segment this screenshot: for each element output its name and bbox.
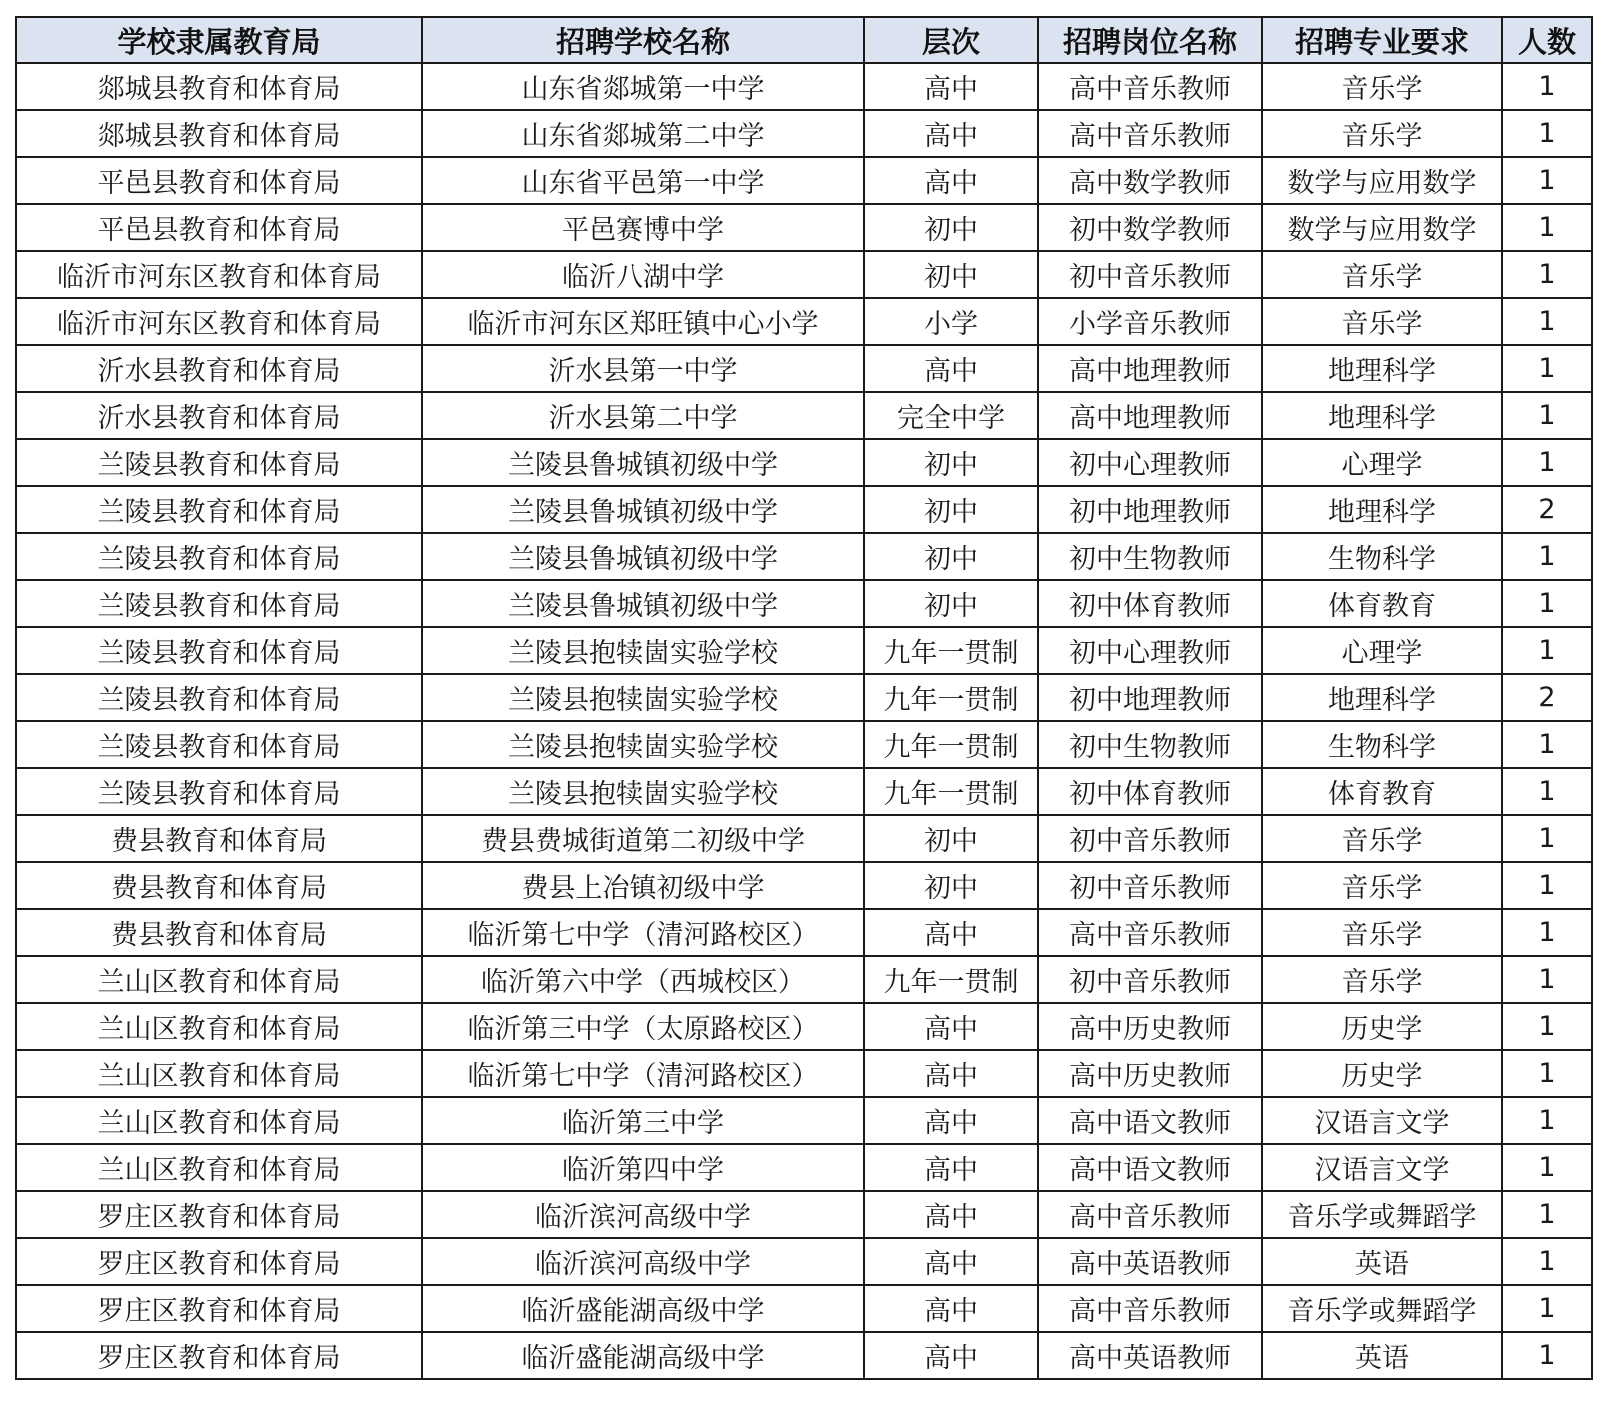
cell-count: 2 xyxy=(1502,486,1592,533)
table-row xyxy=(16,392,1592,439)
cell-level: 初中 xyxy=(864,862,1038,909)
cell-level: 初中 xyxy=(864,815,1038,862)
cell-major: 数学与应用数学 xyxy=(1262,204,1502,251)
table-row xyxy=(16,63,1592,110)
cell-count: 1 xyxy=(1502,909,1592,956)
cell-level: 九年一贯制 xyxy=(864,768,1038,815)
cell-school-name: 临沂滨河高级中学 xyxy=(422,1238,864,1285)
cell-major: 音乐学 xyxy=(1262,909,1502,956)
cell-major: 体育教育 xyxy=(1262,768,1502,815)
cell-position: 高中语文教师 xyxy=(1038,1097,1262,1144)
table-body xyxy=(16,63,1592,1379)
cell-bureau: 费县教育和体育局 xyxy=(16,909,422,956)
table-row xyxy=(16,674,1592,721)
cell-level: 初中 xyxy=(864,439,1038,486)
table-row xyxy=(16,1332,1592,1379)
table-row xyxy=(16,815,1592,862)
cell-school-name: 兰陵县抱犊崮实验学校 xyxy=(422,627,864,674)
cell-level: 高中 xyxy=(864,345,1038,392)
cell-major: 汉语言文学 xyxy=(1262,1144,1502,1191)
cell-level: 初中 xyxy=(864,486,1038,533)
cell-level: 高中 xyxy=(864,63,1038,110)
cell-level: 九年一贯制 xyxy=(864,956,1038,1003)
table-row xyxy=(16,627,1592,674)
cell-level: 初中 xyxy=(864,533,1038,580)
recruitment-table xyxy=(15,16,1593,1380)
table-header xyxy=(16,17,1592,63)
cell-level: 高中 xyxy=(864,1144,1038,1191)
cell-level: 高中 xyxy=(864,1050,1038,1097)
cell-bureau: 费县教育和体育局 xyxy=(16,815,422,862)
table-row xyxy=(16,721,1592,768)
cell-bureau: 兰陵县教育和体育局 xyxy=(16,768,422,815)
cell-major: 音乐学 xyxy=(1262,110,1502,157)
cell-school-name: 临沂第三中学（太原路校区） xyxy=(422,1003,864,1050)
cell-position: 初中生物教师 xyxy=(1038,533,1262,580)
table-row xyxy=(16,204,1592,251)
header-count: 人数 xyxy=(1502,17,1592,63)
cell-position: 高中音乐教师 xyxy=(1038,63,1262,110)
table-row xyxy=(16,1191,1592,1238)
cell-school-name: 兰陵县抱犊崮实验学校 xyxy=(422,674,864,721)
cell-position: 初中音乐教师 xyxy=(1038,956,1262,1003)
cell-count: 1 xyxy=(1502,1332,1592,1379)
table-row xyxy=(16,862,1592,909)
cell-major: 心理学 xyxy=(1262,627,1502,674)
cell-school-name: 临沂盛能湖高级中学 xyxy=(422,1332,864,1379)
cell-school-name: 临沂滨河高级中学 xyxy=(422,1191,864,1238)
cell-major: 汉语言文学 xyxy=(1262,1097,1502,1144)
cell-count: 1 xyxy=(1502,721,1592,768)
cell-position: 初中地理教师 xyxy=(1038,486,1262,533)
cell-major: 音乐学 xyxy=(1262,251,1502,298)
table-row xyxy=(16,768,1592,815)
cell-position: 高中英语教师 xyxy=(1038,1332,1262,1379)
cell-school-name: 临沂盛能湖高级中学 xyxy=(422,1285,864,1332)
cell-position: 初中数学教师 xyxy=(1038,204,1262,251)
cell-count: 1 xyxy=(1502,204,1592,251)
cell-bureau: 兰山区教育和体育局 xyxy=(16,1003,422,1050)
cell-position: 高中英语教师 xyxy=(1038,1238,1262,1285)
cell-school-name: 兰陵县鲁城镇初级中学 xyxy=(422,580,864,627)
cell-level: 初中 xyxy=(864,580,1038,627)
table-row xyxy=(16,909,1592,956)
cell-count: 1 xyxy=(1502,345,1592,392)
cell-school-name: 沂水县第一中学 xyxy=(422,345,864,392)
table-row xyxy=(16,1238,1592,1285)
cell-school-name: 兰陵县抱犊崮实验学校 xyxy=(422,768,864,815)
cell-school-name: 临沂第七中学（清河路校区） xyxy=(422,909,864,956)
cell-position: 初中体育教师 xyxy=(1038,580,1262,627)
cell-bureau: 临沂市河东区教育和体育局 xyxy=(16,251,422,298)
cell-position: 高中音乐教师 xyxy=(1038,1285,1262,1332)
cell-level: 初中 xyxy=(864,251,1038,298)
cell-school-name: 平邑赛博中学 xyxy=(422,204,864,251)
cell-major: 地理科学 xyxy=(1262,392,1502,439)
cell-position: 小学音乐教师 xyxy=(1038,298,1262,345)
cell-bureau: 平邑县教育和体育局 xyxy=(16,204,422,251)
cell-bureau: 兰陵县教育和体育局 xyxy=(16,533,422,580)
header-row xyxy=(16,17,1592,63)
table-row xyxy=(16,580,1592,627)
cell-count: 1 xyxy=(1502,768,1592,815)
table-row xyxy=(16,1285,1592,1332)
table-row xyxy=(16,298,1592,345)
cell-count: 1 xyxy=(1502,251,1592,298)
cell-position: 高中音乐教师 xyxy=(1038,1191,1262,1238)
header-major: 招聘专业要求 xyxy=(1262,17,1502,63)
cell-bureau: 兰陵县教育和体育局 xyxy=(16,580,422,627)
cell-level: 完全中学 xyxy=(864,392,1038,439)
cell-position: 初中心理教师 xyxy=(1038,439,1262,486)
cell-level: 高中 xyxy=(864,909,1038,956)
cell-major: 历史学 xyxy=(1262,1003,1502,1050)
cell-bureau: 兰山区教育和体育局 xyxy=(16,1097,422,1144)
cell-level: 高中 xyxy=(864,157,1038,204)
header-position: 招聘岗位名称 xyxy=(1038,17,1262,63)
cell-school-name: 临沂第六中学（西城校区） xyxy=(422,956,864,1003)
cell-major: 音乐学 xyxy=(1262,63,1502,110)
cell-major: 英语 xyxy=(1262,1332,1502,1379)
cell-school-name: 兰陵县抱犊崮实验学校 xyxy=(422,721,864,768)
cell-bureau: 兰陵县教育和体育局 xyxy=(16,674,422,721)
cell-level: 高中 xyxy=(864,1238,1038,1285)
cell-bureau: 临沂市河东区教育和体育局 xyxy=(16,298,422,345)
cell-level: 高中 xyxy=(864,1285,1038,1332)
cell-major: 音乐学 xyxy=(1262,815,1502,862)
cell-major: 地理科学 xyxy=(1262,345,1502,392)
cell-position: 初中音乐教师 xyxy=(1038,862,1262,909)
cell-count: 1 xyxy=(1502,1003,1592,1050)
cell-major: 音乐学或舞蹈学 xyxy=(1262,1285,1502,1332)
cell-bureau: 罗庄区教育和体育局 xyxy=(16,1285,422,1332)
cell-count: 1 xyxy=(1502,1050,1592,1097)
cell-count: 1 xyxy=(1502,1097,1592,1144)
cell-level: 小学 xyxy=(864,298,1038,345)
cell-bureau: 郯城县教育和体育局 xyxy=(16,63,422,110)
cell-major: 音乐学 xyxy=(1262,298,1502,345)
cell-count: 1 xyxy=(1502,1285,1592,1332)
cell-bureau: 费县教育和体育局 xyxy=(16,862,422,909)
cell-school-name: 山东省郯城第二中学 xyxy=(422,110,864,157)
cell-major: 数学与应用数学 xyxy=(1262,157,1502,204)
cell-count: 2 xyxy=(1502,674,1592,721)
table-row xyxy=(16,956,1592,1003)
cell-bureau: 罗庄区教育和体育局 xyxy=(16,1332,422,1379)
cell-major: 历史学 xyxy=(1262,1050,1502,1097)
cell-bureau: 兰陵县教育和体育局 xyxy=(16,721,422,768)
cell-bureau: 兰陵县教育和体育局 xyxy=(16,627,422,674)
cell-school-name: 临沂市河东区郑旺镇中心小学 xyxy=(422,298,864,345)
cell-level: 高中 xyxy=(864,1003,1038,1050)
cell-major: 心理学 xyxy=(1262,439,1502,486)
cell-level: 初中 xyxy=(864,204,1038,251)
table-row xyxy=(16,110,1592,157)
table-row xyxy=(16,345,1592,392)
cell-school-name: 费县上冶镇初级中学 xyxy=(422,862,864,909)
cell-count: 1 xyxy=(1502,862,1592,909)
cell-bureau: 罗庄区教育和体育局 xyxy=(16,1238,422,1285)
cell-school-name: 临沂第七中学（清河路校区） xyxy=(422,1050,864,1097)
cell-count: 1 xyxy=(1502,580,1592,627)
cell-level: 九年一贯制 xyxy=(864,721,1038,768)
cell-major: 体育教育 xyxy=(1262,580,1502,627)
table-row xyxy=(16,157,1592,204)
cell-count: 1 xyxy=(1502,63,1592,110)
cell-level: 高中 xyxy=(864,1097,1038,1144)
cell-bureau: 兰山区教育和体育局 xyxy=(16,956,422,1003)
cell-count: 1 xyxy=(1502,392,1592,439)
cell-level: 高中 xyxy=(864,110,1038,157)
cell-school-name: 兰陵县鲁城镇初级中学 xyxy=(422,533,864,580)
cell-position: 初中音乐教师 xyxy=(1038,815,1262,862)
cell-count: 1 xyxy=(1502,956,1592,1003)
cell-count: 1 xyxy=(1502,157,1592,204)
cell-bureau: 平邑县教育和体育局 xyxy=(16,157,422,204)
header-level: 层次 xyxy=(864,17,1038,63)
cell-school-name: 费县费城街道第二初级中学 xyxy=(422,815,864,862)
cell-count: 1 xyxy=(1502,298,1592,345)
table-row xyxy=(16,1097,1592,1144)
cell-position: 高中历史教师 xyxy=(1038,1050,1262,1097)
cell-major: 音乐学或舞蹈学 xyxy=(1262,1191,1502,1238)
cell-count: 1 xyxy=(1502,1238,1592,1285)
cell-position: 高中音乐教师 xyxy=(1038,110,1262,157)
cell-count: 1 xyxy=(1502,439,1592,486)
cell-count: 1 xyxy=(1502,627,1592,674)
table-row xyxy=(16,1003,1592,1050)
cell-level: 九年一贯制 xyxy=(864,627,1038,674)
cell-position: 高中数学教师 xyxy=(1038,157,1262,204)
cell-bureau: 兰陵县教育和体育局 xyxy=(16,439,422,486)
table-row xyxy=(16,533,1592,580)
cell-count: 1 xyxy=(1502,1191,1592,1238)
table-row xyxy=(16,439,1592,486)
cell-position: 初中地理教师 xyxy=(1038,674,1262,721)
table-row xyxy=(16,1050,1592,1097)
cell-major: 音乐学 xyxy=(1262,862,1502,909)
cell-position: 初中体育教师 xyxy=(1038,768,1262,815)
cell-count: 1 xyxy=(1502,815,1592,862)
cell-level: 高中 xyxy=(864,1332,1038,1379)
cell-major: 音乐学 xyxy=(1262,956,1502,1003)
cell-position: 初中生物教师 xyxy=(1038,721,1262,768)
cell-school-name: 山东省郯城第一中学 xyxy=(422,63,864,110)
cell-position: 高中地理教师 xyxy=(1038,345,1262,392)
cell-school-name: 兰陵县鲁城镇初级中学 xyxy=(422,486,864,533)
cell-bureau: 郯城县教育和体育局 xyxy=(16,110,422,157)
header-bureau: 学校隶属教育局 xyxy=(16,17,422,63)
cell-position: 高中地理教师 xyxy=(1038,392,1262,439)
cell-level: 高中 xyxy=(864,1191,1038,1238)
cell-position: 高中历史教师 xyxy=(1038,1003,1262,1050)
cell-major: 英语 xyxy=(1262,1238,1502,1285)
cell-position: 初中音乐教师 xyxy=(1038,251,1262,298)
cell-major: 生物科学 xyxy=(1262,721,1502,768)
cell-bureau: 兰陵县教育和体育局 xyxy=(16,486,422,533)
cell-count: 1 xyxy=(1502,110,1592,157)
header-school-name: 招聘学校名称 xyxy=(422,17,864,63)
cell-school-name: 兰陵县鲁城镇初级中学 xyxy=(422,439,864,486)
cell-school-name: 临沂第四中学 xyxy=(422,1144,864,1191)
cell-major: 生物科学 xyxy=(1262,533,1502,580)
cell-bureau: 沂水县教育和体育局 xyxy=(16,345,422,392)
cell-bureau: 沂水县教育和体育局 xyxy=(16,392,422,439)
table-row xyxy=(16,486,1592,533)
cell-school-name: 临沂第三中学 xyxy=(422,1097,864,1144)
table-row xyxy=(16,1144,1592,1191)
cell-school-name: 山东省平邑第一中学 xyxy=(422,157,864,204)
cell-bureau: 罗庄区教育和体育局 xyxy=(16,1191,422,1238)
cell-bureau: 兰山区教育和体育局 xyxy=(16,1144,422,1191)
cell-count: 1 xyxy=(1502,1144,1592,1191)
cell-bureau: 兰山区教育和体育局 xyxy=(16,1050,422,1097)
cell-level: 九年一贯制 xyxy=(864,674,1038,721)
cell-school-name: 临沂八湖中学 xyxy=(422,251,864,298)
cell-position: 初中心理教师 xyxy=(1038,627,1262,674)
cell-major: 地理科学 xyxy=(1262,674,1502,721)
cell-position: 高中语文教师 xyxy=(1038,1144,1262,1191)
cell-count: 1 xyxy=(1502,533,1592,580)
cell-school-name: 沂水县第二中学 xyxy=(422,392,864,439)
cell-major: 地理科学 xyxy=(1262,486,1502,533)
cell-position: 高中音乐教师 xyxy=(1038,909,1262,956)
table-row xyxy=(16,251,1592,298)
